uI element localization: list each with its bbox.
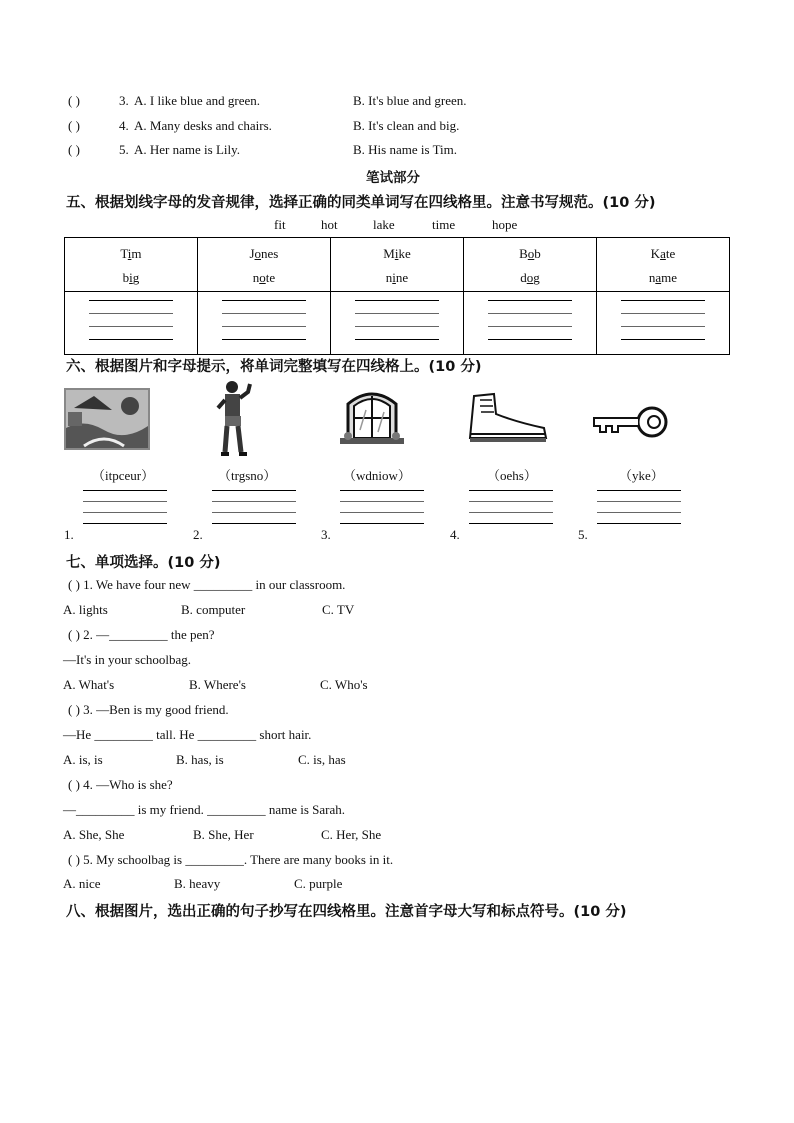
q5-stem: ( ) 5. My schoolbag is _________. There are many books in it. (68, 852, 394, 867)
section-7-title: 七、单项选择。(10 分) (66, 555, 221, 571)
phonics-word: dog (520, 270, 540, 285)
four-line-grid[interactable] (596, 292, 729, 355)
q1-stem: ( ) 1. We have four new _________ in our classroom. (68, 577, 346, 592)
strong-boy-icon (214, 378, 254, 458)
item-number: 1. (64, 527, 74, 542)
q1-option-c[interactable]: C. TV (322, 602, 355, 617)
section-6-title: 六、根据图片和字母提示，将单词完整填写在四线格上。(10 分) (66, 359, 482, 375)
four-line-grid-4[interactable] (469, 490, 553, 534)
phonics-cell (596, 238, 729, 292)
item-number: 5. (578, 527, 588, 542)
four-line-grid-1[interactable] (83, 490, 167, 534)
listening-q5-num: 5. (119, 142, 129, 157)
section-8-title: 八、根据图片，选出正确的句子抄写在四线格里。注意首字母大写和标点符号。(10 分) (66, 904, 627, 920)
q4-line2: —_________ is my friend. _________ name is Sarah. (63, 802, 345, 817)
q2-line2: —It's in your schoolbag. (63, 652, 191, 667)
listening-q4-option-b: B. It's clean and big. (353, 118, 460, 133)
four-line-grid[interactable] (197, 292, 330, 355)
shoe-icon (466, 392, 550, 446)
q3-option-c[interactable]: C. is, has (298, 752, 346, 767)
listening-q5-paren[interactable]: ( ) (68, 142, 80, 157)
phonics-word: nine (385, 270, 409, 285)
q5-option-b[interactable]: B. heavy (174, 876, 221, 891)
listening-q3-num: 3. (119, 93, 129, 108)
phonics-word: name (648, 270, 678, 285)
q1-option-a[interactable]: A. lights (63, 602, 108, 617)
listening-q4-option-a: A. Many desks and chairs. (134, 118, 272, 133)
listening-q3-option-b: B. It's blue and green. (353, 93, 467, 108)
q1-option-b[interactable]: B. computer (181, 602, 246, 617)
phonics-cell (65, 238, 198, 292)
listening-q5-option-b: B. His name is Tim. (353, 142, 458, 157)
phonics-word: note (252, 270, 276, 285)
phonics-word: Bob (519, 246, 541, 261)
listening-q3-option-a: A. I like blue and green. (134, 93, 260, 108)
section-5-title: 五、根据划线字母的发音规律，选择正确的同类单词写在四线格里。注意书写规范。(10 分) (66, 195, 656, 211)
hint-3: （wdniow） (343, 468, 411, 483)
four-line-grid[interactable] (330, 292, 463, 355)
four-line-grid-2[interactable] (212, 490, 296, 534)
picture-icon (64, 388, 150, 450)
four-line-grid[interactable] (65, 292, 198, 355)
q4-option-c[interactable]: C. Her, She (321, 827, 382, 842)
q4-stem: ( ) 4. —Who is she? (68, 777, 173, 792)
written-part-title: 笔试部分 (366, 170, 420, 186)
phonics-word: Mike (383, 246, 411, 261)
window-icon (334, 390, 410, 448)
phonics-word: Tim (120, 246, 142, 261)
q5-option-a[interactable]: A. nice (63, 876, 101, 891)
listening-q4-paren[interactable]: ( ) (68, 118, 80, 133)
four-line-grid-3[interactable] (340, 490, 424, 534)
word-bank-word: fit (274, 217, 286, 232)
q3-stem: ( ) 3. —Ben is my good friend. (68, 702, 229, 717)
phonics-cell (197, 238, 330, 292)
phonics-cell (464, 238, 597, 292)
q2-stem: ( ) 2. —_________ the pen? (68, 627, 215, 642)
listening-q5-option-a: A. Her name is Lily. (134, 142, 241, 157)
hint-2: （trgsno） (218, 468, 277, 483)
q3-option-a[interactable]: A. is, is (63, 752, 103, 767)
item-number: 3. (321, 527, 331, 542)
phonics-table (64, 237, 730, 355)
listening-q4-num: 4. (119, 118, 129, 133)
q3-option-b[interactable]: B. has, is (176, 752, 224, 767)
four-line-grid-5[interactable] (597, 490, 681, 534)
q2-option-c[interactable]: C. Who's (320, 677, 368, 692)
word-bank-word: hot (321, 217, 338, 232)
item-number: 4. (450, 527, 460, 542)
hint-5: （yke） (619, 468, 664, 483)
phonics-cell (330, 238, 463, 292)
word-bank-word: hope (492, 217, 518, 232)
q3-line2: —He _________ tall. He _________ short hair. (63, 727, 312, 742)
q4-option-a[interactable]: A. She, She (63, 827, 125, 842)
phonics-word: Kate (650, 246, 676, 261)
phonics-word: big (122, 270, 140, 285)
phonics-word: Jones (249, 246, 279, 261)
q2-option-b[interactable]: B. Where's (189, 677, 246, 692)
item-number: 2. (193, 527, 203, 542)
q2-option-a[interactable]: A. What's (63, 677, 115, 692)
q4-option-b[interactable]: B. She, Her (193, 827, 254, 842)
key-icon (590, 404, 670, 440)
hint-4: （oehs） (487, 468, 537, 483)
q5-option-c[interactable]: C. purple (294, 876, 343, 891)
word-bank-word: time (432, 217, 456, 232)
word-bank-word: lake (373, 217, 395, 232)
hint-1: （itpceur） (92, 468, 155, 483)
four-line-grid[interactable] (464, 292, 597, 355)
listening-q3-paren[interactable]: ( ) (68, 93, 80, 108)
